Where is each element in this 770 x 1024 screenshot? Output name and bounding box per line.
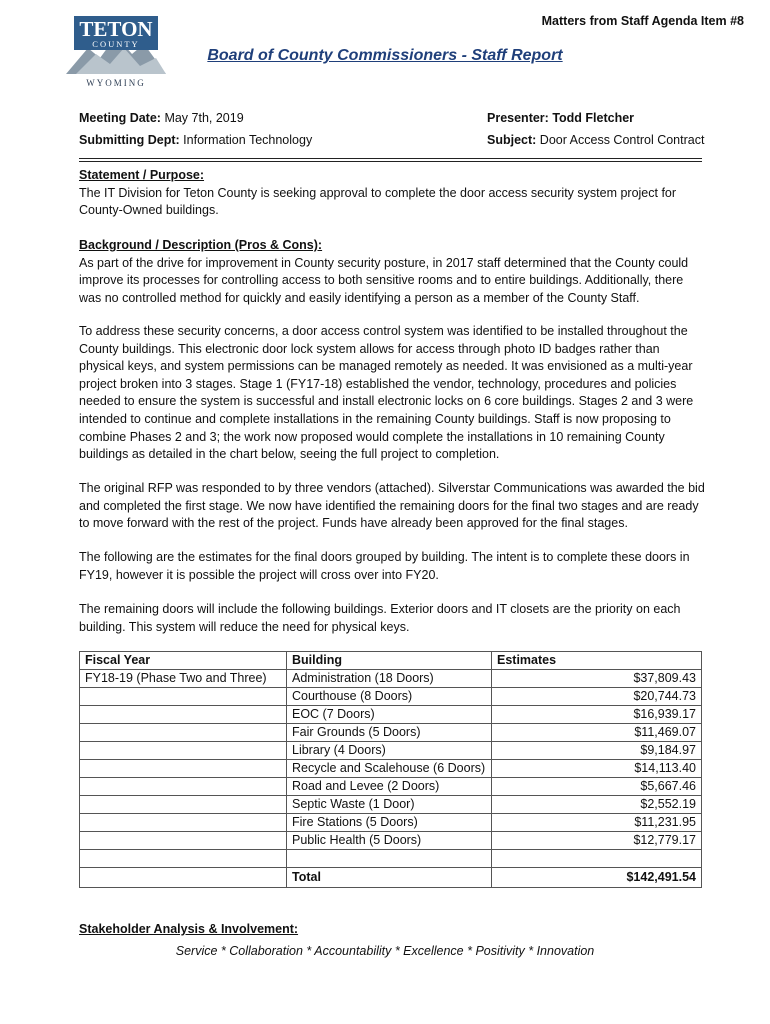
stakeholder-heading: Stakeholder Analysis & Involvement:: [79, 922, 299, 936]
presenter-value: Todd Fletcher: [552, 111, 635, 125]
building-cell: Septic Waste (1 Door): [287, 796, 492, 814]
table-row: [80, 814, 702, 832]
background-paragraph-1: As part of the drive for improvement in County security posture, in 2017 staff determined that the County could improve its processes for controlling access to both sensitive rooms and to entire buildings. Additionally, there was no controlled method for quickly and easily identifying a person as a member of the County Staff.: [79, 255, 689, 305]
background-paragraph-2: To address these security concerns, a door access control system was identified to be installed throughout the County buildings. This electronic door lock system allows for access through photo ID badges rather than physical keys, and system permissions can be managed remotely as needed. It was envisioned as a multi-year project broken into 3 stages. Stage 1 (FY17-18) established the vendor, technology, procedures and policies needed to ensure the system is successful and install electronic locks on 6 core buildings. Stages 2 and 3 were intended to continue and complete installations in the remaining County buildings. Staff is now proposing to combine Phases 2 and 3; the work now proposed would complete the installations in 10 remaining County buildings as detailed in the chart below, seeing the full project to completion.: [79, 324, 694, 462]
table-row: [80, 688, 702, 706]
background-section: [79, 237, 705, 307]
fiscal-year-cell: [80, 760, 287, 778]
meeting-date-label: Meeting Date:: [79, 111, 161, 125]
fiscal-year-cell: [80, 814, 287, 832]
estimate-cell: $14,113.40: [492, 760, 702, 778]
dept-label: Submitting Dept:: [79, 133, 180, 147]
submitting-dept: [79, 133, 312, 147]
meeting-date-value: May 7th, 2019: [164, 111, 244, 125]
background-paragraph-3: The original RFP was responded to by three vendors (attached). Silverstar Communications was awarded the bid and completed the first stage. We now have identified the remaining doors for the final two stages and are ready to move forward with the rest of the project. Funds have already been approved for the final stages.: [79, 481, 705, 531]
building-cell: Road and Levee (2 Doors): [287, 778, 492, 796]
fiscal-year-cell: [80, 832, 287, 850]
divider-bottom: [79, 161, 702, 162]
building-cell: Fire Stations (5 Doors): [287, 814, 492, 832]
fiscal-year-cell: [80, 778, 287, 796]
empty-cell: [80, 868, 287, 888]
building-cell: Recycle and Scalehouse (6 Doors): [287, 760, 492, 778]
background-paragraph-5: The remaining doors will include the following buildings. Exterior doors and IT closets are the priority on each building. This system will reduce the need for physical keys.: [79, 602, 681, 634]
statement-section: [79, 167, 705, 220]
table-row: [80, 832, 702, 850]
presenter: [487, 111, 634, 125]
meeting-date: [79, 111, 244, 125]
dept-value: Information Technology: [183, 133, 313, 147]
table-total-row: [80, 868, 702, 888]
subject: [487, 133, 704, 147]
presenter-label: Presenter:: [487, 111, 549, 125]
fiscal-year-cell: [80, 724, 287, 742]
estimate-cell: $16,939.17: [492, 706, 702, 724]
table-row: [80, 742, 702, 760]
agenda-item-label: Matters from Staff Agenda Item #8: [541, 14, 744, 28]
header-fiscal-year: Fiscal Year: [80, 652, 287, 670]
table-row: [80, 706, 702, 724]
table-row: [80, 778, 702, 796]
statement-heading: Statement / Purpose:: [79, 168, 205, 182]
table-row-empty: [80, 850, 702, 868]
table-row: [80, 796, 702, 814]
empty-cell: [80, 850, 287, 868]
table-header-row: [80, 652, 702, 670]
building-cell: Library (4 Doors): [287, 742, 492, 760]
estimate-cell: $2,552.19: [492, 796, 702, 814]
estimate-cell: $11,231.95: [492, 814, 702, 832]
fiscal-year-cell: [80, 796, 287, 814]
subject-value: Door Access Control Contract: [539, 133, 705, 147]
table-row: [80, 724, 702, 742]
estimate-cell: $11,469.07: [492, 724, 702, 742]
estimate-cell: $5,667.46: [492, 778, 702, 796]
estimate-cell: $12,779.17: [492, 832, 702, 850]
estimates-table: [79, 651, 702, 888]
building-cell: Administration (18 Doors): [287, 670, 492, 688]
total-value: $142,491.54: [492, 868, 702, 888]
statement-text: The IT Division for Teton County is seeking approval to complete the door access security system project for County-Owned buildings.: [79, 185, 677, 218]
building-cell: Courthouse (8 Doors): [287, 688, 492, 706]
empty-cell: [287, 850, 492, 868]
table-row: [80, 670, 702, 688]
background-paragraph-4: The following are the estimates for the final doors grouped by building. The intent is to complete these doors in FY19, however it is possible the project will cross over into FY20.: [79, 550, 690, 582]
estimate-cell: $9,184.97: [492, 742, 702, 760]
fiscal-year-cell: [80, 742, 287, 760]
report-title: Board of County Commissioners - Staff Report: [207, 47, 563, 64]
divider-top: [79, 158, 702, 159]
fiscal-year-cell: [80, 688, 287, 706]
fiscal-year-cell: [80, 706, 287, 724]
estimate-cell: $20,744.73: [492, 688, 702, 706]
header-building: Building: [287, 652, 492, 670]
background-heading: Background / Description (Pros & Cons):: [79, 238, 323, 252]
building-cell: Fair Grounds (5 Doors): [287, 724, 492, 742]
building-cell: Public Health (5 Doors): [287, 832, 492, 850]
empty-cell: [492, 850, 702, 868]
fiscal-year-cell: FY18-19 (Phase Two and Three): [80, 670, 287, 688]
logo-line1: TETON: [79, 17, 153, 41]
total-label: Total: [287, 868, 492, 888]
logo-line2: COUNTY: [92, 39, 140, 49]
footer-motto: Service * Collaboration * Accountability * Excellence * Positivity * Innovation: [175, 944, 595, 958]
subject-label: Subject:: [487, 133, 537, 147]
logo-line3: WYOMING: [86, 78, 146, 88]
header-estimates: Estimates: [492, 652, 702, 670]
building-cell: EOC (7 Doors): [287, 706, 492, 724]
estimate-cell: $37,809.43: [492, 670, 702, 688]
table-row: [80, 760, 702, 778]
